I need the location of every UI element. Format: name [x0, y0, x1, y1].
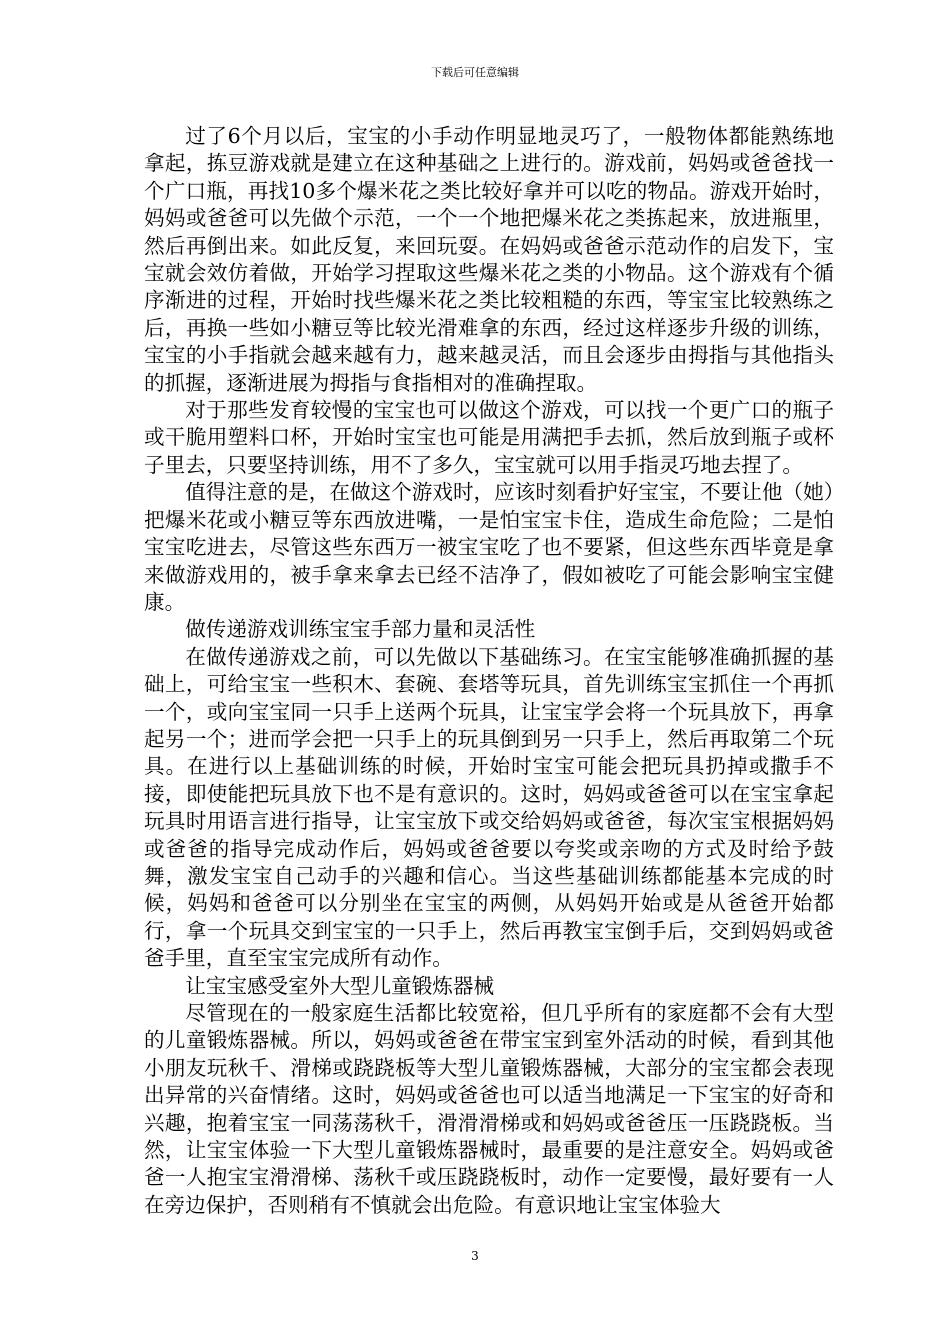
- paragraph-slow-development: 对于那些发育较慢的宝宝也可以做这个游戏，可以找一个更广口的瓶子或干脆用塑料口杯，开始时宝宝也可能是用满把手去抓，然后放到瓶子或杯子里去，只要坚持训练，用不了多久，宝宝就可以用手指灵巧地去捏了。: [144, 398, 834, 477]
- section-heading-outdoor-equipment: 让宝宝感受室外大型儿童锻炼器械: [185, 973, 495, 998]
- paragraph-bean-game: 过了6个月以后，宝宝的小手动作明显地灵巧了，一般物体都能熟练地拿起，拣豆游戏就是建立在这种基础之上进行的。游戏前，妈妈或爸爸找一个广口瓶，再找10多个爆米花之类比较好拿并可以吃的物品。游戏开始时，妈妈或爸爸可以先做个示范，一个一个地把爆米花之类拣起来，放进瓶里，然后再倒出来。如此反复，来回玩耍。在妈妈或爸爸示范动作的启发下，宝宝就会效仿着做，开始学习捏取这些爆米花之类的小物品。这个游戏有个循序渐进的过程，开始时找些爆米花之类比较粗糙的东西，等宝宝比较熟练之后，再换一些如小糖豆等比较光滑难拿的东西，经过这样逐步升级的训练，宝宝的小手指就会越来越有力，越来越灵活，而且会逐步由拇指与其他指头的抓握，逐渐进展为拇指与食指相对的准确捏取。: [144, 124, 834, 395]
- page-number: 3: [471, 1249, 479, 1263]
- section-heading-passing-game: 做传递游戏训练宝宝手部力量和灵活性: [185, 617, 536, 642]
- document-body: [144, 123, 834, 1219]
- paragraph-safety-note: 值得注意的是，在做这个游戏时，应该时刻看护好宝宝，不要让他（她）把爆米花或小糖豆等东西放进嘴，一是怕宝宝卡住，造成生命危险；二是怕宝宝吃进去，尽管这些东西万一被宝宝吃了也不要紧，但这些东西毕竟是拿来做游戏用的，被手拿来拿去已经不洁净了，假如被吃了可能会影响宝宝健康。: [144, 480, 834, 614]
- paragraph-passing-game: 在做传递游戏之前，可以先做以下基础练习。在宝宝能够准确抓握的基础上，可给宝宝一些积木、套碗、套塔等玩具，首先训练宝宝抓住一个再抓一个，或向宝宝同一只手上送两个玩具，让宝宝学会将一个玩具放下，再拿起另一个；进而学会把一只手上的玩具倒到另一只手上，然后再取第二个玩具。在进行以上基础训练的时候，开始时宝宝可能会把玩具扔掉或撒手不接，即使能把玩具放下也不是有意识的。这时，妈妈或爸爸可以在宝宝拿起玩具时用语言进行指导，让宝宝放下或交给妈妈或爸爸，每次宝宝根据妈妈或爸爸的指导完成动作后，妈妈或爸爸要以夸奖或亲吻的方式及时给予鼓舞，激发宝宝自己动手的兴趣和信心。当这些基础训练都能基本完成的时候，妈妈和爸爸可以分别坐在宝宝的两侧，从妈妈开始或是从爸爸开始都行，拿一个玩具交到宝宝的一只手上，然后再教宝宝倒手后，交到妈妈或爸爸手里，直至宝宝完成所有动作。: [144, 644, 834, 971]
- paragraph-outdoor-equipment: 尽管现在的一般家庭生活都比较宽裕，但几乎所有的家庭都不会有大型的儿童锻炼器械。所以，妈妈或爸爸在带宝宝到室外活动的时候，看到其他小朋友玩秋千、滑梯或跷跷板等大型儿童锻炼器械，大部分的宝宝都会表现出异常的兴奋情绪。这时，妈妈或爸爸也可以适当地满足一下宝宝的好奇和兴趣，抱着宝宝一同荡荡秋千，滑滑滑梯或和妈妈或爸爸压一压跷跷板。当然，让宝宝体验一下大型儿童锻炼器械时，最重要的是注意安全。妈妈或爸爸一人抱宝宝滑滑梯、荡秋千或压跷跷板时，动作一定要慢，最好要有一人在旁边保护，否则稍有不慎就会出危险。有意识地让宝宝体验大: [144, 1001, 834, 1217]
- page-header: 下载后可任意编辑: [431, 66, 519, 79]
